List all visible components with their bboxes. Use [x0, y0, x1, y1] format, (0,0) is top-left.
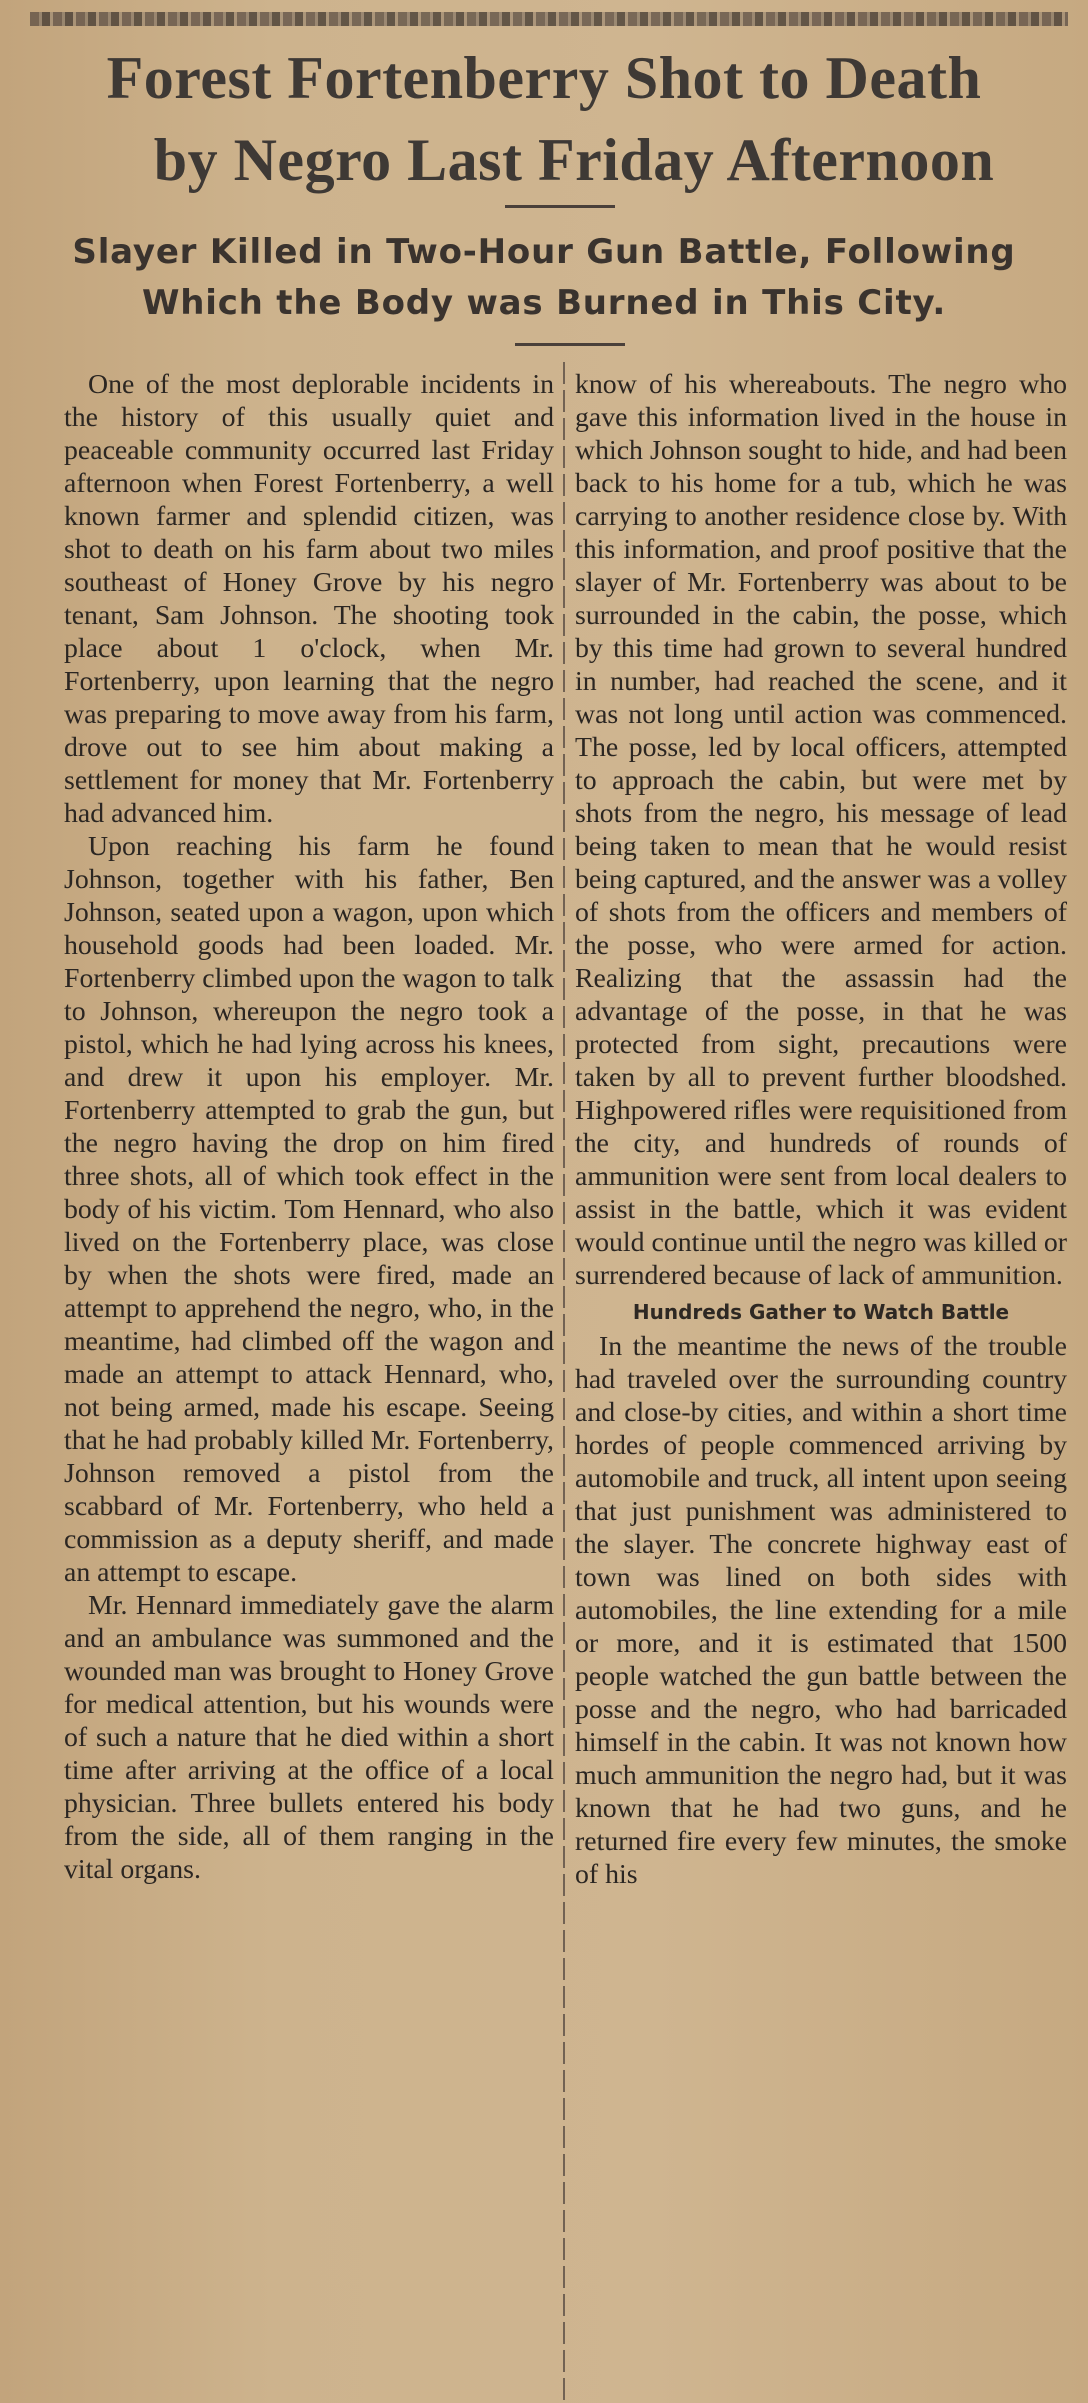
article-paragraph: One of the most deplorable incidents in the history of this usually quiet and peaceable community occurred last Friday afternoon when Forest Fortenberry, a well known farmer and splendid citizen, was shot to death on his farm about two miles southeast of Honey Grove by his negro tenant, Sam Johnson. The shooting took place about 1 o'clock, when Mr. Fortenberry, upon learning that the negro was preparing to move away from his farm, drove out to see him about making a settlement for money that Mr. Fortenberry had advanced him.	[64, 369, 554, 829]
column-separator	[563, 362, 565, 2402]
article-paragraph: Mr. Hennard immediately gave the alarm and an ambulance was summoned and the wounded man was brought to Honey Grove for medical attention, but his wounds were of such a nature that he died within a short time after arriving at the office of a local physician. Three bullets entered his body from the side, all of them ranging in the vital organs.	[64, 1590, 554, 1885]
top-border-rule	[30, 12, 1068, 26]
article-paragraph: In the meantime the news of the trouble had traveled over the surrounding country and close-by cities, and within a short time hordes of people commenced arriving by automobile and truck, all intent upon seeing that just punishment was administered to the slayer. The concrete highway east of town was lined on both sides with automobiles, the line extending for a mile or more, and it is estimated that 1500 people watched the gun battle between the posse and the negro, who had barricaded himself in the cabin. It was not known how much ammunition the negro had, but it was known that he had two guns, and he returned fire every few minutes, the smoke of his	[575, 1331, 1067, 1890]
deck-line-1: Slayer Killed in Two-Hour Gun Battle, Following	[72, 232, 1016, 272]
left-column	[64, 368, 554, 1886]
headline-divider	[505, 205, 615, 208]
deck-divider	[515, 343, 625, 346]
deck-line-2: Which the Body was Burned in This City.	[141, 283, 947, 323]
article-paragraph: know of his whereabouts. The negro who gave this information lived in the house in which Johnson sought to hide, and had been back to his home for a tub, which he was carrying to another residence close by. With this information, and proof positive that the slayer of Mr. Fortenberry was about to be surrounded in the cabin, the posse, which by this time had grown to several hundred in number, had reached the scene, and it was not long until action was commenced. The posse, led by local officers, attempted to approach the cabin, but were met by shots from the negro, his message of lead being taken to mean that he would resist being captured, and the answer was a volley of shots from the officers and members of the posse, who were armed for action. Realizing that the assassin had the advantage of the posse, in that he was protected from sight, precautions were taken by all to prevent further bloodshed. Highpowered rifles were requisitioned from the city, and hundreds of rounds of ammunition were sent from local dealers to assist in the battle, which it was evident would continue until the negro was killed or surrendered because of lack of ammunition.	[575, 369, 1067, 1291]
article-paragraph: Upon reaching his farm he found Johnson, together with his father, Ben Johnson, seated upon a wagon, upon which household goods had been loaded. Mr. Fortenberry climbed upon the wagon to talk to Johnson, whereupon the negro took a pistol, which he had lying across his knees, and drew it upon his employer. Mr. Fortenberry attempted to grab the gun, but the negro having the drop on him fired three shots, all of which took effect in the body of his victim. Tom Hennard, who also lived on the Fortenberry place, was close by when the shots were fired, made an attempt to apprehend the negro, who, in the meantime, had climbed off the wagon and made an attempt to attack Hennard, who, not being armed, made his escape. Seeing that he had probably killed Mr. Fortenberry, Johnson removed a pistol from the scabbard of Mr. Fortenberry, who held a commission as a deputy sheriff, and made an attempt to escape.	[64, 831, 554, 1588]
section-subhead: Hundreds Gather to Watch Battle	[632, 1300, 1010, 1324]
headline-line-2: by Negro Last Friday Afternoon	[153, 127, 995, 193]
headline-line-1: Forest Fortenberry Shot to Death	[106, 45, 982, 111]
right-column	[575, 368, 1067, 1891]
